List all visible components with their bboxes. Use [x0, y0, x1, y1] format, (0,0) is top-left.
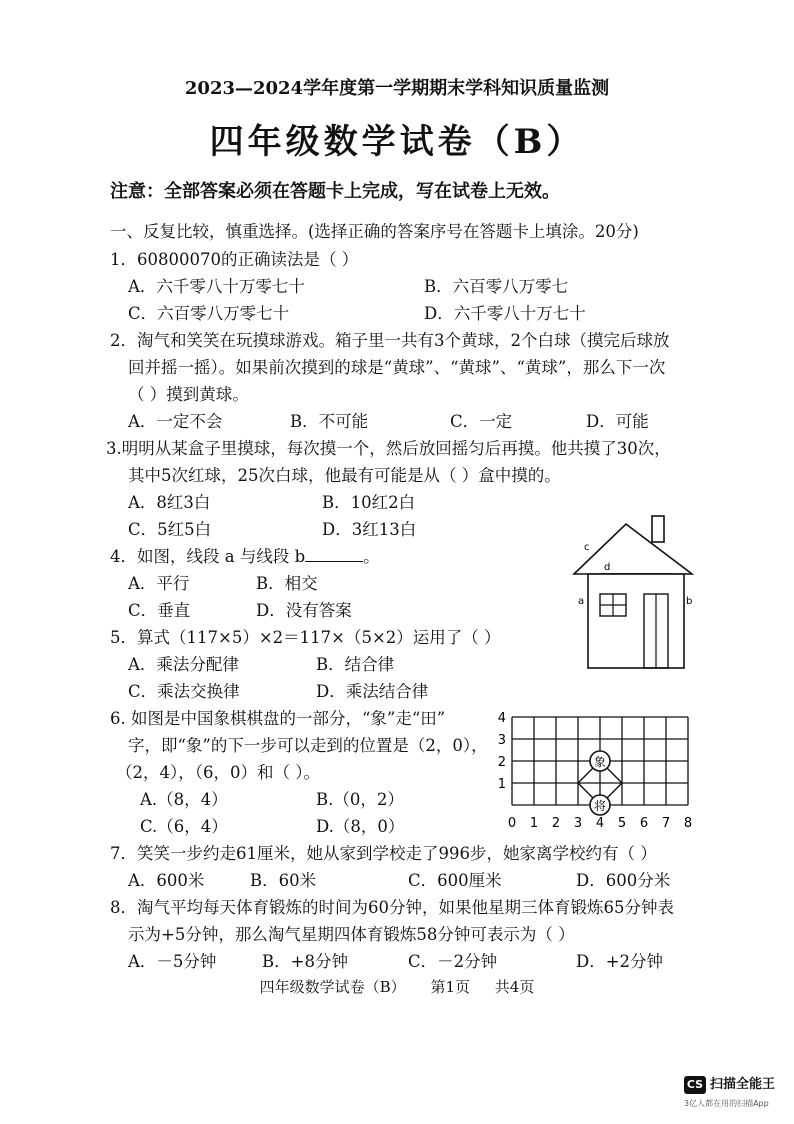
- house-label-c: c: [584, 542, 590, 553]
- elephant-piece-label: 象: [593, 755, 607, 769]
- q3-line2: 其中5次红球，25次白球，他最有可能是从（ ）盒中摸的。: [128, 466, 561, 485]
- q3-option-d: D．3红13白: [322, 520, 417, 539]
- y-axis-ticks: [498, 711, 506, 792]
- q3-option-c: C．5红5白: [128, 520, 212, 539]
- q4-option-d: D．没有答案: [256, 601, 352, 620]
- q5-option-a: A．乘法分配律: [128, 655, 239, 674]
- q4-option-b: B．相交: [256, 574, 318, 593]
- general-piece-label: 将: [593, 799, 607, 813]
- q5-option-b: B．结合律: [316, 655, 395, 674]
- q4-option-a: A．平行: [128, 574, 190, 593]
- q6-line1: 6. 如图是中国象棋棋盘的一部分，“象”走“田”: [110, 709, 446, 728]
- y-tick-label: 1: [497, 777, 506, 792]
- q2-line3: （ ）摸到黄球。: [128, 385, 249, 404]
- scanner-logo-icon: CS: [684, 1076, 706, 1094]
- q7-option-c: C．600厘米: [408, 871, 502, 890]
- q1-option-b: B．六百零八万零七: [424, 277, 569, 296]
- x-tick-label: 1: [529, 816, 539, 831]
- q8-option-c: C．－2分钟: [408, 952, 498, 971]
- footer-total-pages: 共4页: [494, 978, 535, 996]
- q8-option-b: B．+8分钟: [262, 952, 348, 971]
- q2-line1: 2．淘气和笑笑在玩摸球游戏。箱子里一共有3个黄球，2个白球（摸完后球放: [110, 331, 670, 350]
- q8-line1: 8．淘气平均每天体育锻炼的时间为60分钟，如果他星期三体育锻炼65分钟表: [110, 898, 674, 917]
- scanner-tagline: 3亿人都在用的扫描App: [684, 1099, 769, 1108]
- q4-answer-blank: [305, 547, 363, 562]
- q6-option-b: B.（0，2）: [316, 790, 404, 809]
- x-tick-label: 5: [617, 816, 627, 831]
- house-label-a: a: [578, 596, 585, 607]
- q8-line2: 示为+5分钟，那么淘气星期四体育锻炼58分钟可表示为（ ）: [128, 925, 575, 944]
- section1-heading: 一、反复比较，慎重选择。(选择正确的答案序号在答题卡上填涂。20分): [110, 222, 639, 241]
- footer-page-number: 第1页: [430, 978, 471, 996]
- house-wall: [588, 574, 684, 668]
- q8-option-d: D．+2分钟: [576, 952, 664, 971]
- x-tick-label: 2: [551, 816, 561, 831]
- house-label-b: b: [686, 596, 693, 607]
- page-footer: [0, 976, 794, 997]
- notice: 注意：全部答案必须在答题卡上完成，写在试卷上无效。: [110, 181, 560, 202]
- q6-option-d: D.（8，0）: [316, 817, 405, 836]
- q4-option-c: C．垂直: [128, 601, 191, 620]
- q6-option-a: A.（8，4）: [140, 790, 228, 809]
- q3-option-b: B．10红2白: [322, 493, 416, 512]
- q4-stem-text: 4．如图，线段 a 与线段 b: [110, 547, 306, 566]
- x-tick-label: 0: [507, 816, 517, 831]
- x-axis-ticks: [508, 816, 692, 831]
- exam-title: 2023—2024学年度第一学期期末学科知识质量监测: [184, 78, 610, 99]
- house-label-d: d: [604, 562, 611, 573]
- q2-option-d: D．可能: [586, 412, 649, 431]
- y-tick-label: 2: [497, 755, 506, 770]
- q5-option-d: D．乘法结合律: [316, 682, 429, 701]
- chess-board-figure: [494, 700, 700, 832]
- house-chimney: [652, 516, 664, 542]
- q5-option-c: C．乘法交换律: [128, 682, 240, 701]
- x-tick-label: 8: [683, 816, 693, 831]
- q2-option-c: C．一定: [450, 412, 513, 431]
- paper-title: 四年级数学试卷（B）: [209, 122, 585, 162]
- y-tick-label: 3: [497, 733, 506, 748]
- x-tick-label: 4: [595, 816, 605, 831]
- house-figure: [570, 512, 700, 672]
- q3-line1: 3.明明从某盒子里摸球，每次摸一个，然后放回摇匀后再摸。他共摸了30次，: [106, 439, 671, 458]
- q3-option-a: A．8红3白: [128, 493, 211, 512]
- x-tick-label: 7: [661, 816, 671, 831]
- scanner-app-name: 扫描全能王: [710, 1077, 776, 1092]
- q4-stem-end: 。: [363, 547, 380, 566]
- q7-option-b: B．60米: [250, 871, 317, 890]
- q7-option-d: D．600分米: [576, 871, 671, 890]
- house-roof: [574, 524, 692, 574]
- x-tick-label: 3: [573, 816, 583, 831]
- y-tick-label: 4: [497, 711, 506, 726]
- q6-line3: （2，4），（6，0）和（ ）。: [116, 763, 320, 782]
- q2-option-a: A．一定不会: [128, 412, 223, 431]
- q8-option-a: A．－5分钟: [128, 952, 217, 971]
- q1-option-a: A．六千零八十万零七十: [128, 277, 305, 296]
- q1-option-c: C．六百零八万零七十: [128, 304, 290, 323]
- q4-stem: [110, 547, 380, 567]
- q2-option-b: B．不可能: [290, 412, 369, 431]
- q1-option-d: D．六千零八十万七十: [424, 304, 586, 323]
- q6-line2: 字，即“象”的下一步可以走到的位置是（2，0），: [128, 736, 488, 755]
- q7-option-a: A．600米: [128, 871, 205, 890]
- q1-stem: 1．60800070的正确读法是（ ）: [110, 250, 359, 269]
- q5-stem: 5．算式（117×5）×2＝117×（5×2）运用了（ ）: [110, 628, 501, 647]
- q6-option-c: C.（6，4）: [140, 817, 228, 836]
- footer-paper-name: 四年级数学试卷（B）: [259, 978, 406, 996]
- q7-stem: 7．笑笑一步约走61厘米，她从家到学校走了996步，她家离学校约有（ ）: [110, 844, 657, 863]
- q2-line2: 回并摇一摇）。如果前次摸到的球是“黄球”、“黄球”、“黄球”，那么下一次: [128, 358, 666, 377]
- x-tick-label: 6: [639, 816, 649, 831]
